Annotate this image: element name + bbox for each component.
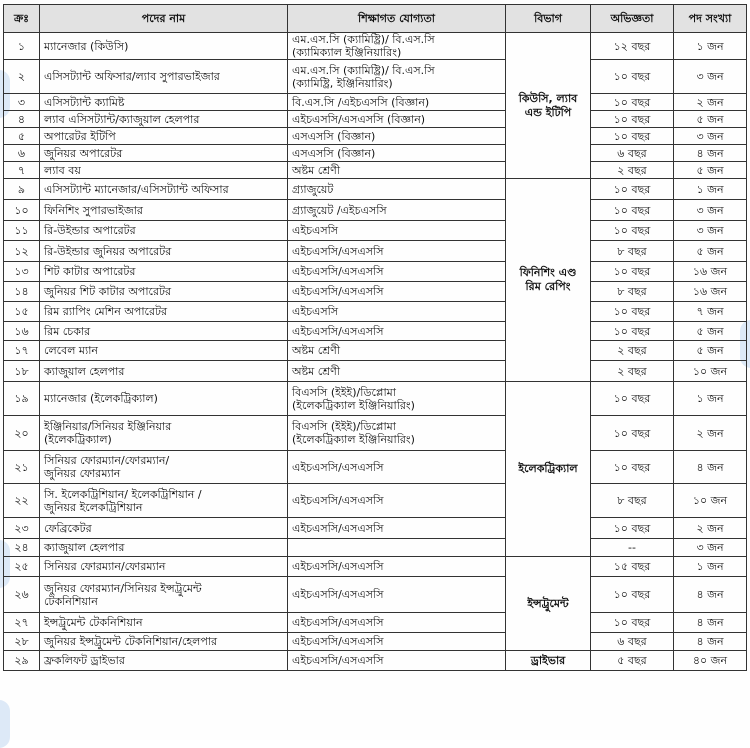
- experience-cell: ১০ বছর: [591, 518, 674, 539]
- cell-text-line: রি-উইন্ডার অপারেটর: [44, 224, 136, 237]
- cell-text-line: সিনিয়র ফোরম্যান/ফোরম্যান/: [44, 454, 170, 467]
- education-cell: [288, 484, 506, 518]
- post-name-cell: [40, 518, 288, 539]
- serial-cell: ১৯: [4, 382, 40, 416]
- vacancy-cell: ১ জন: [674, 179, 747, 200]
- experience-cell: ১০ বছর: [591, 613, 674, 633]
- table-row: [4, 557, 747, 577]
- post-name-cell: [40, 33, 288, 60]
- experience-cell: ১০ বছর: [591, 111, 674, 128]
- cell-text-line: শিট কাটার অপারেটর: [44, 265, 136, 278]
- vacancy-cell: ১৬ জন: [674, 262, 747, 282]
- cell-text-line: বিএসসি (ইইই)/ডিপ্লোমা: [292, 420, 396, 433]
- cell-text-line: ইঞ্জিনিয়ার/সিনিয়র ইঞ্জিনিয়ার: [44, 420, 172, 433]
- vacancy-cell: ১ জন: [674, 557, 747, 577]
- cell-text-line: এম.এস.সি (ক্যামিষ্ট্রি)/ বি.এস.সি: [292, 63, 435, 77]
- cell-text-line: জুনিয়র ইন্সট্রুমেন্ট টেকনিশিয়ান/হেলপার: [44, 635, 218, 648]
- cell-text-line: ড্রাইভার: [530, 653, 566, 667]
- experience-cell: ২ বছর: [591, 361, 674, 382]
- experience-cell: ১০ বছর: [591, 416, 674, 451]
- table-row: [4, 128, 747, 145]
- cell-text-line: ইন্সট্রুমেন্ট: [527, 596, 569, 610]
- cell-text-line: এইচএসসি/এসএসসি: [292, 244, 384, 258]
- table-row: [4, 60, 747, 94]
- serial-cell: ২৯: [4, 651, 40, 671]
- education-cell: [288, 94, 506, 111]
- header-experience: অভিজ্ঞতা: [591, 5, 674, 33]
- serial-cell: ২৮: [4, 633, 40, 651]
- education-cell: [288, 557, 506, 577]
- table-row: [4, 416, 747, 451]
- post-name-cell: [40, 60, 288, 94]
- education-cell: [288, 361, 506, 382]
- table-row: [4, 145, 747, 162]
- cell-text-line: এইচএসসি/এসএসসি: [292, 588, 384, 601]
- cell-text-line: বিএসসি (ইইই)/ডিপ্লোমা: [292, 385, 396, 399]
- vacancy-cell: ২ জন: [674, 518, 747, 539]
- experience-cell: ১০ বছর: [591, 382, 674, 416]
- cell-text-line: এইচএসসি: [292, 224, 339, 237]
- cell-text-line: জুনিয়র অপারেটর: [44, 146, 123, 160]
- cell-text-line: লেবেল ম্যান: [44, 344, 98, 357]
- post-name-cell: [40, 451, 288, 484]
- cell-text-line: গ্র্যাজুয়েট /এইচএসসি: [292, 203, 387, 217]
- cell-text-line: ম্যানেজার (কিউসি): [44, 39, 129, 53]
- cell-text-line: এইচএসসি/এসএসসি: [292, 285, 384, 298]
- department-cell: [506, 382, 591, 557]
- post-name-cell: [40, 361, 288, 382]
- post-name-cell: [40, 241, 288, 262]
- serial-cell: ১৫: [4, 302, 40, 322]
- serial-cell: ৭: [4, 162, 40, 179]
- cell-text-line: রিম র‍্যাপিং মেশিন অপারেটর: [44, 305, 168, 318]
- table-row: [4, 221, 747, 241]
- vacancy-cell: ১০ জন: [674, 484, 747, 518]
- post-name-cell: [40, 341, 288, 361]
- vacancy-cell: ৪০ জন: [674, 651, 747, 671]
- cell-text-line: ক্যাজুয়াল হেলপার: [44, 364, 125, 378]
- experience-cell: ৮ বছর: [591, 484, 674, 518]
- serial-cell: ৪: [4, 111, 40, 128]
- vacancy-cell: ৭ জন: [674, 302, 747, 322]
- table-row: [4, 262, 747, 282]
- cell-text-line: ল্যাব এসিসট্যান্ট/ক্যাজুয়াল হেলপার: [44, 112, 200, 126]
- cell-text-line: সিনিয়র ফোরম্যান/ফোরম্যান: [44, 560, 166, 573]
- serial-cell: ১৮: [4, 361, 40, 382]
- cell-text-line: রি-উইন্ডার জুনিয়র অপারেটর: [44, 244, 172, 258]
- cell-text-line: ইন্সট্রুমেন্ট টেকনিশিয়ান: [44, 616, 143, 629]
- vacancy-cell: ৩ জন: [674, 221, 747, 241]
- department-cell: [506, 557, 591, 651]
- education-cell: [288, 451, 506, 484]
- serial-cell: ২০: [4, 416, 40, 451]
- post-name-cell: [40, 416, 288, 451]
- vacancy-cell: ৪ জন: [674, 633, 747, 651]
- experience-cell: ৮ বছর: [591, 241, 674, 262]
- table-row: [4, 451, 747, 484]
- post-name-cell: [40, 322, 288, 341]
- education-cell: [288, 111, 506, 128]
- experience-cell: ১০ বছর: [591, 221, 674, 241]
- header-education: শিক্ষাগত যোগ্যতা: [288, 5, 506, 33]
- cell-text-line: এইচএসসি/এসএসসি: [292, 560, 384, 573]
- post-name-cell: [40, 557, 288, 577]
- education-cell: [288, 179, 506, 200]
- department-cell: [506, 651, 591, 671]
- vacancy-cell: ৫ জন: [674, 111, 747, 128]
- experience-cell: --: [591, 539, 674, 557]
- serial-cell: ১১: [4, 221, 40, 241]
- cell-text-line: এইচএসসি/এসএসসি: [292, 616, 384, 629]
- cell-text-line: জুনিয়র ফোরম্যান/সিনিয়র ইন্সট্রুমেন্ট: [44, 581, 202, 595]
- education-cell: [288, 200, 506, 221]
- education-cell: [288, 33, 506, 60]
- experience-cell: ১০ বছর: [591, 179, 674, 200]
- serial-cell: ১২: [4, 241, 40, 262]
- post-name-cell: [40, 200, 288, 221]
- post-name-cell: [40, 577, 288, 613]
- table-row: [4, 613, 747, 633]
- table-row: [4, 361, 747, 382]
- education-cell: [288, 518, 506, 539]
- cell-text-line: সি. ইলেকট্রিশিয়ান/ ইলেকট্রিশিয়ান /: [44, 487, 202, 501]
- post-name-cell: [40, 145, 288, 162]
- table-row: [4, 282, 747, 302]
- post-name-cell: [40, 111, 288, 128]
- vacancy-cell: ৩ জন: [674, 60, 747, 94]
- cell-text-line: (ইলেকট্রিক্যাল): [44, 433, 112, 446]
- post-name-cell: [40, 484, 288, 518]
- vacancy-cell: ২ জন: [674, 94, 747, 111]
- education-cell: [288, 416, 506, 451]
- cell-text-line: অষ্টম শ্রেণী: [292, 364, 340, 378]
- serial-cell: ৯: [4, 179, 40, 200]
- vacancy-cell: ৪ জন: [674, 145, 747, 162]
- serial-cell: ২৭: [4, 613, 40, 633]
- experience-cell: ২ বছর: [591, 162, 674, 179]
- cell-text-line: এন্ড ইটিপি: [524, 105, 572, 119]
- cell-text-line: ফ্রকলিফট ড্রাইভার: [44, 654, 125, 667]
- education-cell: [288, 302, 506, 322]
- cell-text-line: এইচএসসি: [292, 305, 339, 318]
- department-cell: [506, 179, 591, 382]
- table-row: [4, 341, 747, 361]
- education-cell: [288, 613, 506, 633]
- serial-cell: ২: [4, 60, 40, 94]
- post-name-cell: [40, 179, 288, 200]
- cell-text-line: গ্র্যাজুয়েট: [292, 182, 334, 196]
- serial-cell: ৬: [4, 145, 40, 162]
- vacancy-cell: ১ জন: [674, 33, 747, 60]
- cell-text-line: ফিনিশিং সুপারভাইজার: [44, 203, 143, 217]
- post-name-cell: [40, 262, 288, 282]
- vacancy-cell: ৫ জন: [674, 241, 747, 262]
- experience-cell: ১০ বছর: [591, 128, 674, 145]
- vacancy-cell: ১০ জন: [674, 361, 747, 382]
- scan-edge-mark: [0, 700, 10, 748]
- cell-text-line: (ইলেকট্রিক্যাল ইঞ্জিনিয়ারিং): [292, 398, 415, 412]
- department-cell: [506, 33, 591, 179]
- serial-cell: ১৪: [4, 282, 40, 302]
- serial-cell: ১৩: [4, 262, 40, 282]
- vacancy-cell: ৫ জন: [674, 322, 747, 341]
- cell-text-line: অষ্টম শ্রেণী: [292, 163, 340, 177]
- table-row: [4, 484, 747, 518]
- cell-text-line: ইলেকট্রিক্যাল: [518, 462, 578, 475]
- table-row: [4, 179, 747, 200]
- post-name-cell: [40, 382, 288, 416]
- education-cell: [288, 241, 506, 262]
- experience-cell: ১০ বছর: [591, 451, 674, 484]
- post-name-cell: [40, 539, 288, 557]
- vacancy-cell: ৫ জন: [674, 341, 747, 361]
- table-row: [4, 518, 747, 539]
- cell-text-line: অষ্টম শ্রেণী: [292, 344, 340, 357]
- post-name-cell: [40, 221, 288, 241]
- education-cell: [288, 262, 506, 282]
- table-row: [4, 241, 747, 262]
- table-row: [4, 302, 747, 322]
- cell-text-line: জুনিয়র ইলেকট্রিশিয়ান: [44, 500, 143, 514]
- vacancy-cell: ১ জন: [674, 382, 747, 416]
- education-cell: [288, 282, 506, 302]
- serial-cell: ৫: [4, 128, 40, 145]
- experience-cell: ১০ বছর: [591, 322, 674, 341]
- serial-cell: ৩: [4, 94, 40, 111]
- job-vacancy-table: [3, 4, 747, 671]
- education-cell: [288, 651, 506, 671]
- education-cell: [288, 60, 506, 94]
- education-cell: [288, 128, 506, 145]
- vacancy-cell: ২ জন: [674, 416, 747, 451]
- cell-text-line: এইচএসসি/এসএসসি: [292, 494, 384, 507]
- education-cell: [288, 145, 506, 162]
- table-row: [4, 651, 747, 671]
- post-name-cell: [40, 651, 288, 671]
- experience-cell: ৫ বছর: [591, 651, 674, 671]
- cell-text-line: টেকনিশিয়ান: [44, 594, 98, 608]
- cell-text-line: এইচএসসি/এসএসসি: [292, 635, 384, 648]
- vacancy-cell: ৪ জন: [674, 451, 747, 484]
- post-name-cell: [40, 302, 288, 322]
- cell-text-line: ফেব্রিকেটর: [44, 521, 92, 535]
- post-name-cell: [40, 633, 288, 651]
- table-row: [4, 633, 747, 651]
- serial-cell: ২৪: [4, 539, 40, 557]
- vacancy-cell: ১৬ জন: [674, 282, 747, 302]
- header-vacancy: পদ সংখ্যা: [674, 5, 747, 33]
- cell-text-line: বি.এস.সি /এইচএসসি (বিজ্ঞান): [292, 95, 430, 109]
- experience-cell: ১০ বছর: [591, 200, 674, 221]
- cell-text-line: ল্যাব বয়: [44, 163, 81, 177]
- education-cell: [288, 577, 506, 613]
- header-sl: ক্রঃ: [4, 5, 40, 33]
- vacancy-cell: ৩ জন: [674, 128, 747, 145]
- cell-text-line: (ইলেকট্রিক্যাল ইঞ্জিনিয়ারিং): [292, 433, 415, 446]
- education-cell: [288, 382, 506, 416]
- header-row: [4, 5, 747, 33]
- serial-cell: ২৫: [4, 557, 40, 577]
- table-row: [4, 577, 747, 613]
- serial-cell: ২৬: [4, 577, 40, 613]
- education-cell: [288, 633, 506, 651]
- cell-text-line: এইচএসসি/এসএসসি: [292, 521, 384, 535]
- cell-text-line: ক্যাজুয়াল হেলপার: [44, 541, 125, 554]
- vacancy-cell: ৫ জন: [674, 162, 747, 179]
- experience-cell: ২ বছর: [591, 341, 674, 361]
- table-row: [4, 200, 747, 221]
- table-row: [4, 382, 747, 416]
- cell-text-line: রিম চেকার: [44, 324, 91, 338]
- education-cell: [288, 539, 506, 557]
- cell-text-line: এইচএসসি/এসএসসি (বিজ্ঞান): [292, 112, 426, 126]
- experience-cell: ৮ বছর: [591, 282, 674, 302]
- vacancy-cell: ৩ জন: [674, 539, 747, 557]
- cell-text-line: এইচএসসি/এসএসসি: [292, 654, 384, 667]
- serial-cell: ১০: [4, 200, 40, 221]
- table-body: [4, 33, 747, 671]
- serial-cell: ২২: [4, 484, 40, 518]
- experience-cell: ১৫ বছর: [591, 557, 674, 577]
- cell-text-line: এইচএসসি/এসএসসি: [292, 265, 384, 278]
- cell-text-line: এম.এস.সি (ক্যামিষ্ট্রি)/ বি.এস.সি: [292, 33, 435, 46]
- cell-text-line: এসিসট্যান্ট অফিসার/ল্যাব সুপারভাইজার: [44, 70, 220, 83]
- cell-text-line: এসিসট্যান্ট ক্যামিষ্ট: [44, 95, 125, 109]
- cell-text-line: জুনিয়র শিট কাটার অপারেটর: [44, 285, 172, 298]
- cell-text-line: (ক্যামিক্যাল ইঞ্জিনিয়ারিং): [292, 46, 402, 59]
- serial-cell: ১: [4, 33, 40, 60]
- education-cell: [288, 322, 506, 341]
- post-name-cell: [40, 282, 288, 302]
- serial-cell: ১৭: [4, 341, 40, 361]
- serial-cell: ১৬: [4, 322, 40, 341]
- experience-cell: ৬ বছর: [591, 633, 674, 651]
- cell-text-line: এসিসট্যান্ট ম্যানেজার/এসিসট্যান্ট অফিসার: [44, 182, 229, 196]
- post-name-cell: [40, 94, 288, 111]
- post-name-cell: [40, 613, 288, 633]
- cell-text-line: এসএসসি (বিজ্ঞান): [292, 129, 376, 143]
- post-name-cell: [40, 128, 288, 145]
- cell-text-line: এইচএসসি/এসএসসি: [292, 460, 384, 474]
- cell-text-line: জুনিয়র ফোরম্যান: [44, 467, 121, 480]
- experience-cell: ১০ বছর: [591, 60, 674, 94]
- education-cell: [288, 221, 506, 241]
- cell-text-line: অপারেটর ইটিপি: [44, 129, 116, 143]
- experience-cell: ১০ বছর: [591, 94, 674, 111]
- cell-text-line: এসএসসি (বিজ্ঞান): [292, 146, 376, 160]
- table-row: [4, 33, 747, 60]
- table-row: [4, 539, 747, 557]
- table-row: [4, 162, 747, 179]
- cell-text-line: কিউসি, ল্যাব: [518, 91, 578, 105]
- education-cell: [288, 162, 506, 179]
- cell-text-line: ম্যানেজার (ইলেকট্রিক্যাল): [44, 392, 158, 405]
- cell-text-line: রিম রেপিং: [525, 280, 571, 293]
- experience-cell: ১২ বছর: [591, 33, 674, 60]
- post-name-cell: [40, 162, 288, 179]
- cell-text-line: ফিনিশিং এণ্ড: [519, 266, 577, 279]
- serial-cell: ২৩: [4, 518, 40, 539]
- experience-cell: ১০ বছর: [591, 577, 674, 613]
- cell-text-line: (ক্যামিষ্ট্রি, ইঞ্জিনিয়ারিং): [292, 76, 393, 90]
- experience-cell: ১০ বছর: [591, 262, 674, 282]
- education-cell: [288, 341, 506, 361]
- cell-text-line: এইচএসসি/এসএসসি: [292, 324, 384, 338]
- header-department: বিভাগ: [506, 5, 591, 33]
- header-post: পদের নাম: [40, 5, 288, 33]
- table-row: [4, 322, 747, 341]
- vacancy-cell: ৪ জন: [674, 577, 747, 613]
- table-row: [4, 94, 747, 111]
- experience-cell: ১০ বছর: [591, 302, 674, 322]
- vacancy-cell: ৪ জন: [674, 613, 747, 633]
- table-row: [4, 111, 747, 128]
- experience-cell: ৬ বছর: [591, 145, 674, 162]
- serial-cell: ২১: [4, 451, 40, 484]
- vacancy-cell: ৩ জন: [674, 200, 747, 221]
